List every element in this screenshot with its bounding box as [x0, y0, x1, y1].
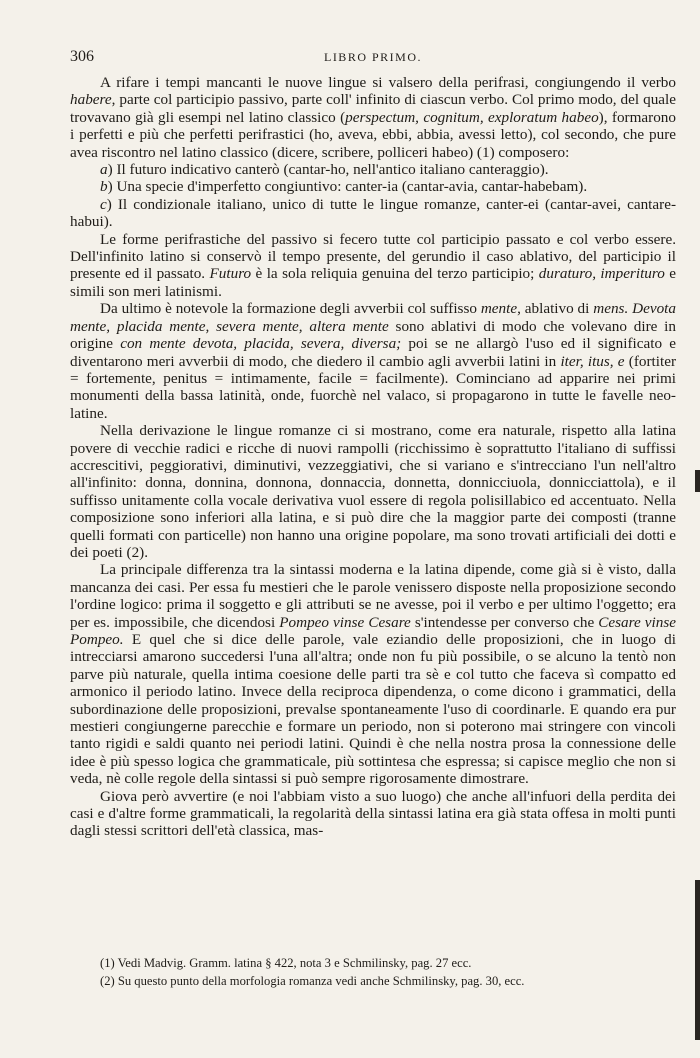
footnote-1: (1) Vedi Madvig. Gramm. latina § 422, nota 3 e Schmilinsky, pag. 27 ecc. [100, 956, 472, 970]
page-edge-mark [695, 880, 700, 1040]
text-run: sono ablativi di modo che volevano dire in origine [70, 317, 676, 353]
italic-run: Pompeo vinse Cesare [279, 613, 411, 631]
body-text [70, 74, 676, 840]
italic-run: c [100, 195, 107, 213]
text-run: (fortiter = fortemente, penitus = intimamente, facile = facilmente). Cominciano ad apparire nei primi monumenti della bassa latinità, onde, fuorchè nel valaco, si propagarono in tutte le favelle neo-latine. [70, 352, 676, 422]
text-run: A rifare i tempi mancanti le nuove lingue si valsero della perifrasi, congiungendo il verbo [100, 74, 676, 91]
italic-run: habere [70, 91, 112, 109]
paragraph [70, 300, 676, 422]
italic-run: a [100, 161, 108, 179]
text-run: poi se ne allargò l'uso ed il significato e diventarono meri avverbii di modo, che diedero il cambio agli avverbii latini in [70, 335, 676, 370]
running-head: LIBRO PRIMO. [323, 50, 422, 64]
text-run: ) Il condizionale italiano, unico di tutte le lingue romanze, canter-ei (cantar-avei, cantare-habui). [70, 195, 676, 231]
text-run: ) Una specie d'imperfetto congiuntivo: canter-ia (cantar-avia, cantar-habebam). [107, 178, 588, 196]
italic-run: mens. Devota mente, placida mente, severa mente, altera mente [70, 300, 676, 335]
paragraph [70, 422, 676, 561]
text-run: E quel che si dice delle parole, vale eziandio delle proposizioni, che in luogo di intrecciarsi amarono succedersi l'una all'altra; onde non fu più possibile, o se alcuno la tentò non parve più naturale, quella intima coesione delle parti tra sè e col tutto che faceva sì compatto ed armonico il periodo latino. Invece della reciproca dipendenza, o come dicono i grammatici, della subordinazione delle proposizioni, prevalse spontaneamente l'uso di coordinarle. E quando era pur mestieri congiungerne parecchie e formare un periodo, non si poterono mai stringere con vincoli tanto rigidi e saldi quanto nei periodi latini. Quindi è che nella nostra prosa la connessione delle idee è più spesso logica che grammaticale, più sottintesa che espressa; si capisce meglio che non si veda, nè colle regole della sintassi si può sempre rigorosamente dimostrare. [70, 631, 676, 788]
text-run: Da ultimo è notevole la formazione degli avverbii col suffisso [100, 300, 481, 318]
italic-run: mente [480, 300, 518, 318]
italic-run: iter, itus, e [560, 352, 625, 370]
italic-run: con mente devota, placida, severa, diversa; [120, 335, 402, 353]
italic-run: Cesare vinse Pompeo. [70, 613, 676, 648]
list-item-c [70, 196, 676, 231]
list-item-b [70, 178, 676, 195]
paragraph [70, 561, 676, 787]
paragraph [70, 231, 676, 301]
text-run: e simili son meri latinismi. [70, 265, 676, 300]
text-run: Nella derivazione le lingue romanze ci si mostrano, come era naturale, rispetto alla latina povere di vecchie radici e ricche di nuovi rampolli (ricchissimo è soprattutto l'italiano di suffissi accrescitivi, peggiorativi, diminutivi, vezzeggiativi, che si variano e s'intrecciano l'un nell'altro all'infinito: donna, donnina, donnona, donnaccia, donnetta, donnicciuola, donnicciattola), e il suffisso unitamente colla vocale derivativa vuol essere di regola polisillabico ed accentuato. Nella composizione sono inferiori alla latina, e si può dire che la maggior parte dei composti (tranne quelli formati con particelle) non hanno una origine popolare, ma sono trovati artificiali dei dotti e dei poeti (2). [70, 422, 676, 561]
text-run: , ablativo di [517, 300, 594, 318]
paragraph [70, 788, 676, 840]
text-run: s'intendesse per converso che [410, 613, 599, 631]
footnotes [100, 954, 660, 990]
italic-run: perspectum, cognitum, exploratum habeo [345, 108, 599, 126]
italic-run: Futuro [209, 265, 252, 283]
paragraph [70, 74, 676, 161]
text-run: Le forme perifrastiche del passivo si fecero tutte col participio passato e col verbo essere. Dell'infinito latino si conservò il tempo presente, del gerundio il caso ablativo, del participio il presente ed il passato. [70, 230, 676, 283]
italic-run: b [100, 178, 108, 196]
page-edge-mark [695, 470, 700, 492]
text-run: ), formarono i perfetti e più che perfetti perifrastici (ho, aveva, ebbi, abbia, avessi letto), col secondo, che pure avea riscontro nel latino classico (dicere, scribere, polliceri habeo) (1) composero: [70, 108, 676, 161]
text-run: è la sola reliquia genuina del terzo participio; [251, 265, 539, 283]
italic-run: duraturo, imperituro [538, 265, 665, 283]
page-number: 306 [70, 48, 94, 65]
text-run: ) Il futuro indicativo canterò (cantar-ho, nell'antico italiano canteraggio). [107, 161, 549, 179]
text-run: La principale differenza tra la sintassi moderna e la latina dipende, come già si è visto, dalla mancanza dei casi. Per essa fu mestieri che le parole venissero disposte nella proposizione secondo l'ordine logico: prima il soggetto e gli attributi se ne avesse, poi il verbo e per ultimo l'oggetto; era per es. impossibile, che dicendosi [70, 561, 676, 631]
footnote-2: (2) Su questo punto della morfologia romanza vedi anche Schmilinsky, pag. 30, ecc. [100, 974, 525, 988]
text-run: , parte col participio passivo, parte coll' infinito di ciascun verbo. Col primo modo, del quale trovavano già gli esempi nel latino classico ( [70, 91, 676, 126]
text-run: Giova però avvertire (e noi l'abbiam visto a suo luogo) che anche all'infuori della perdita dei casi e d'altre forme grammaticali, la regolarità della sintassi latina era già stata offesa in molti punti dagli stessi scrittori dell'età classica, mas- [70, 787, 676, 840]
page-header [70, 48, 676, 70]
list-item-a [70, 161, 676, 178]
